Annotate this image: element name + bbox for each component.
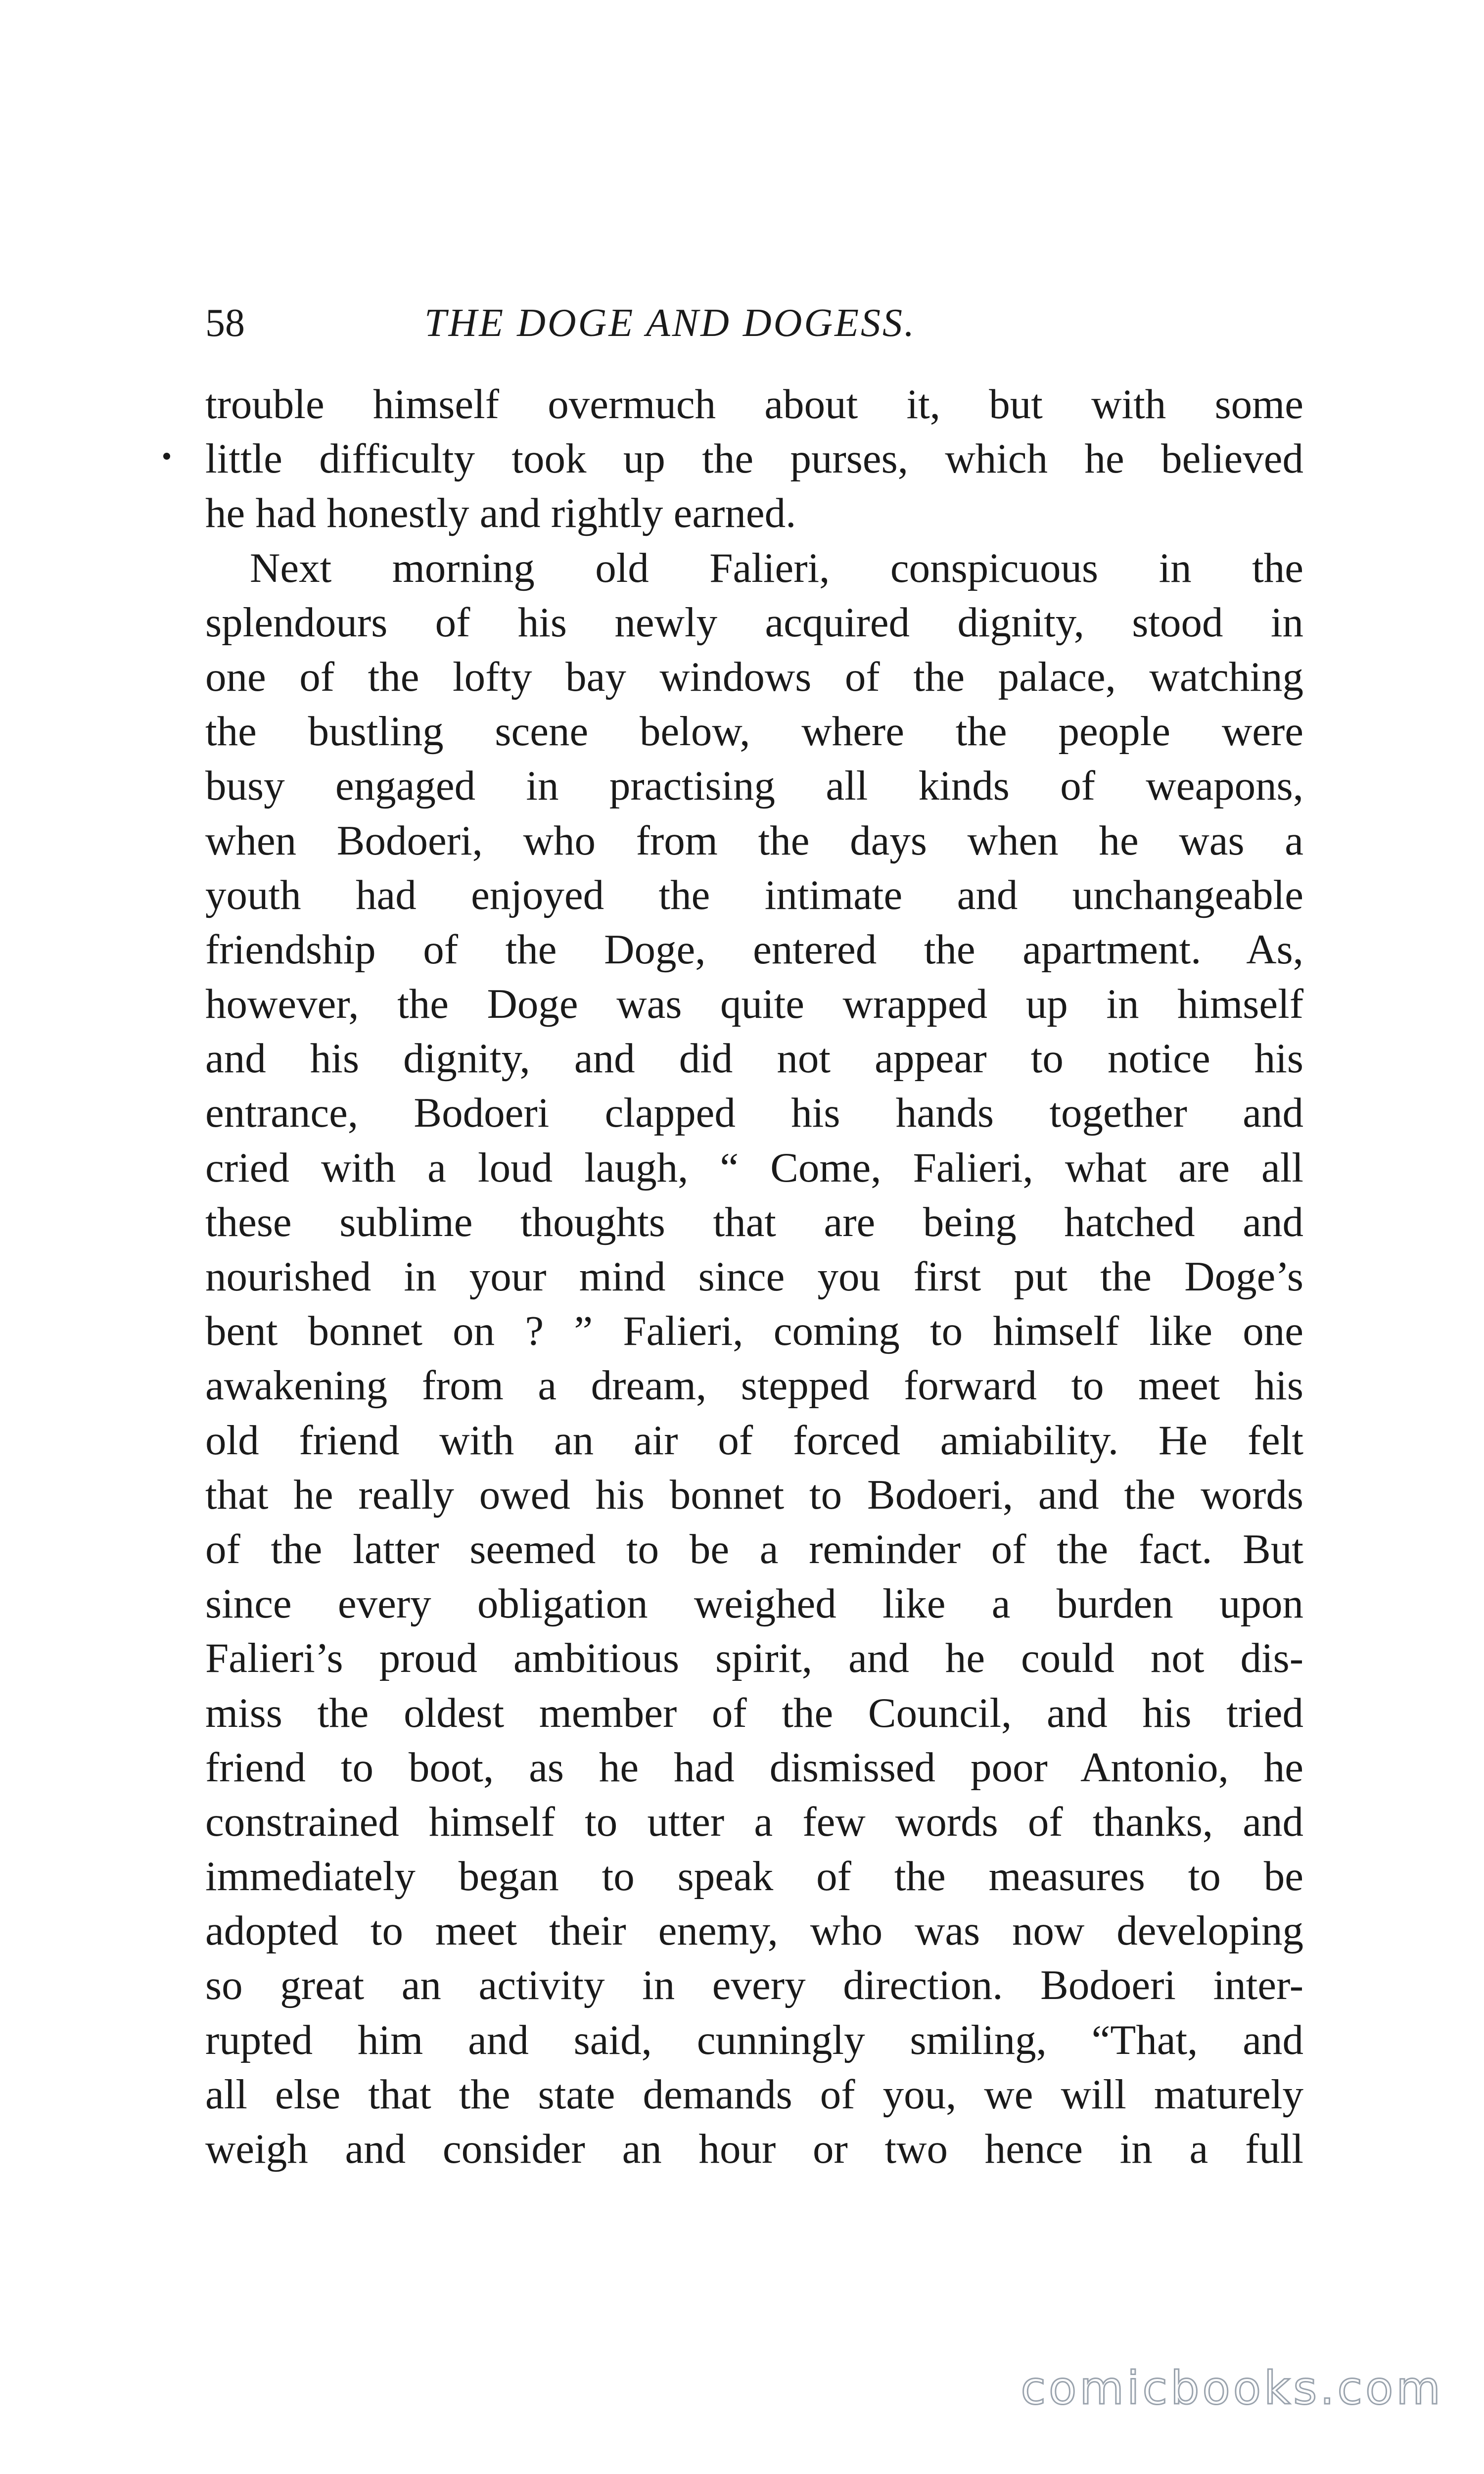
text-line-24: Falieri’s proud ambitious spirit, and he could not dis- — [205, 1635, 1303, 1682]
text-line-33: weigh and consider an hour or two hence in a full — [205, 2126, 1303, 2172]
text-line-16: these sublime thoughts that are being hatched and — [205, 1198, 1303, 1245]
text-line-31: rupted him and said, cunningly smiling, “That, and — [205, 2016, 1303, 2063]
text-line-10: youth had enjoyed the intimate and unchangeable — [205, 871, 1303, 918]
text-line-2: little difficulty took up the purses, which he believed — [205, 435, 1303, 482]
text-line-21: that he really owed his bonnet to Bodoeri, and the words — [205, 1471, 1303, 1518]
text-line-13: and his dignity, and did not appear to notice his — [205, 1035, 1303, 1082]
text-line-22: of the latter seemed to be a reminder of the fact. But — [205, 1525, 1303, 1572]
text-line-8: busy engaged in practising all kinds of weapons, — [205, 762, 1303, 809]
text-line-4: Next morning old Falieri, conspicuous in the — [250, 544, 1303, 591]
text-line-17: nourished in your mind since you first put the Doge’s — [205, 1253, 1303, 1300]
margin-dot — [163, 453, 170, 460]
text-line-3: he had honestly and rightly earned. — [205, 490, 796, 537]
body-text — [205, 377, 1303, 2176]
running-head — [205, 296, 1056, 350]
text-line-23: since every obligation weighed like a burden upon — [205, 1580, 1303, 1627]
text-line-15: cried with a loud laugh, “ Come, Falieri, what are all — [205, 1144, 1303, 1191]
running-title: THE DOGE AND DOGESS. — [424, 301, 917, 345]
text-line-7: the bustling scene below, where the people were — [205, 708, 1303, 755]
text-line-19: awakening from a dream, stepped forward to meet his — [205, 1362, 1303, 1409]
text-line-27: constrained himself to utter a few words of thanks, and — [205, 1798, 1303, 1845]
text-line-20: old friend with an air of forced amiability. He felt — [205, 1417, 1303, 1464]
text-line-28: immediately began to speak of the measures to be — [205, 1853, 1303, 1900]
text-line-1: trouble himself overmuch about it, but with some — [205, 381, 1303, 428]
text-line-32: all else that the state demands of you, we will maturely — [205, 2071, 1303, 2118]
text-line-30: so great an activity in every direction. Bodoeri inter- — [205, 1962, 1303, 2009]
text-line-26: friend to boot, as he had dismissed poor Antonio, he — [205, 1744, 1303, 1791]
text-line-18: bent bonnet on ? ” Falieri, coming to himself like one — [205, 1308, 1303, 1355]
text-line-11: friendship of the Doge, entered the apartment. As, — [205, 926, 1303, 973]
text-line-5: splendours of his newly acquired dignity, stood in — [205, 599, 1303, 646]
text-line-12: however, the Doge was quite wrapped up in himself — [205, 981, 1303, 1028]
text-line-9: when Bodoeri, who from the days when he was a — [205, 817, 1303, 864]
site-watermark: comicbooks.com — [1020, 2362, 1443, 2415]
page-number: 58 — [205, 301, 245, 345]
text-line-14: entrance, Bodoeri clapped his hands together and — [205, 1090, 1303, 1137]
text-line-6: one of the lofty bay windows of the palace, watching — [205, 653, 1303, 700]
text-line-29: adopted to meet their enemy, who was now developing — [205, 1907, 1303, 1954]
text-line-25: miss the oldest member of the Council, and his tried — [205, 1689, 1303, 1736]
